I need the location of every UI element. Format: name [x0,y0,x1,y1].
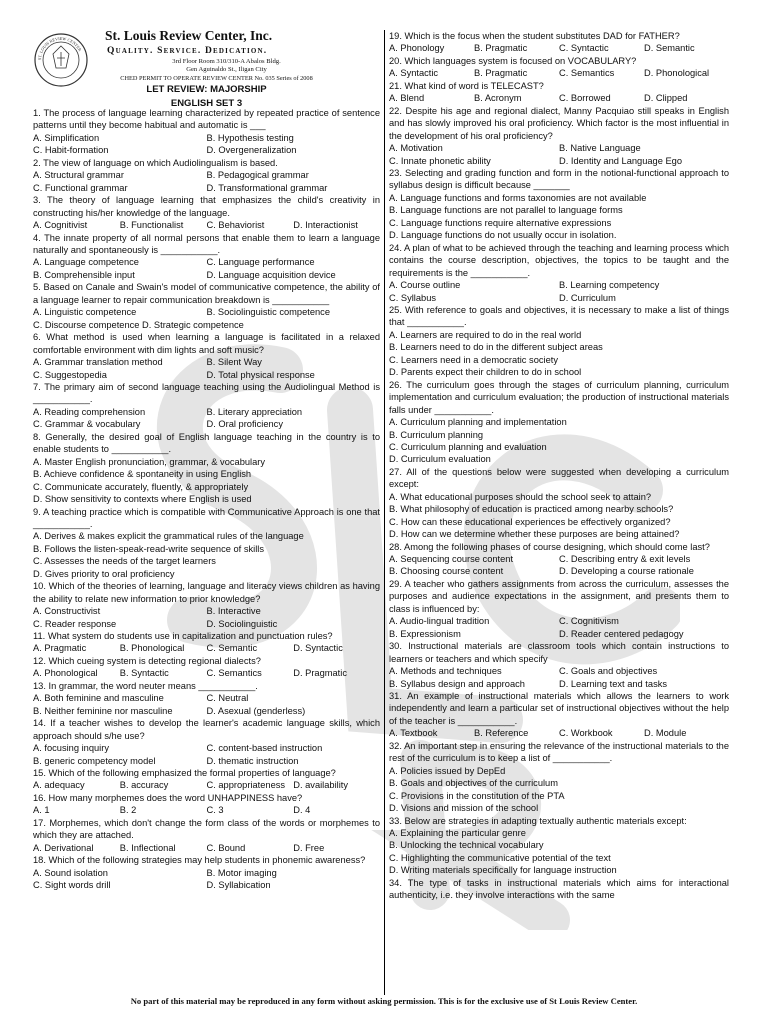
answer-choice: A. Sequencing course content [389,554,514,565]
question-line: B. Goals and objectives of the curriculum [389,778,558,789]
question-line: D. Curriculum evaluation [389,454,491,465]
answer-choice: A. Both feminine and masculine [33,693,164,704]
answer-choice: A. Textbook [389,728,438,739]
question-line: 29. A teacher who gathers assignments from across the curriculum, assesses the purposes and audience expectations in the assignment, and presents them to class is influenced by: [389,578,729,614]
question-line: A. Language functions and forms taxonomies are not available [389,192,647,203]
left-question-list [33,107,380,892]
answer-choice: B. 2 [119,805,137,816]
answer-choice: B. Syntactic [119,668,169,679]
answer-choice: C. Grammar & vocabulary [33,419,141,430]
answer-choice: B. Learning competency [559,280,660,291]
answer-choice: D. Curriculum [559,292,616,303]
question-line: C. Discourse competence D. Strategic competence [33,319,244,330]
choice-row [33,879,380,891]
answer-choice: B. Pragmatic [474,43,528,54]
question-line: 18. Which of the following strategies may help students in phonemic awareness? [33,855,366,866]
question-line: B. Unlocking the technical vocabulary [389,840,544,851]
question-line: 20. Which languages system is focused on VOCABULARY? [389,55,637,66]
answer-choice: A. Blend [389,93,425,104]
answer-choice: A. focusing inquiry [33,743,109,754]
answer-choice: D. Identity and Language Ego [559,155,683,166]
choice-row [33,269,380,281]
question-line: 7. The primary aim of second language teaching using the Audiolingual Method is ___________. [33,381,380,405]
answer-choice: A. Simplification [33,132,100,143]
choice-row [33,667,380,679]
question-line: 3. The theory of language learning that emphasizes the child's creativity in constructing his/her knowledge of the language. [33,195,380,218]
choice-row [389,628,729,640]
answer-choice: A. Audio-lingual tradition [389,616,490,627]
choice-row [33,418,380,430]
answer-choice: B. Neither feminine nor masculine [33,705,173,716]
question-line: 31. An example of instructional materials which allows the learners to work independently and learn a particular set of instructional objectives without the help of the teacher is ___________. [389,691,729,726]
question-line: C. How can these educational experiences be effectively organized? [389,516,671,527]
answer-choice: C. Semantics [206,668,262,679]
column-divider [384,30,385,995]
answer-choice: C. Neutral [206,693,249,704]
question-line: 13. In grammar, the word neuter means ___________. [33,680,258,691]
answer-choice: D. Clipped [644,93,688,104]
answer-choice: A. Motivation [389,143,443,154]
question-line: C. Language functions require alternative expressions [389,217,612,228]
question-line: 1. The process of language learning characterized by repeated practice of sentence patterns until they become habitual and automatic is ___ [33,108,380,131]
answer-choice: D. thematic instruction [206,755,299,766]
choice-row [33,692,380,704]
choice-row [389,292,729,304]
question-line: 25. With reference to goals and objectives, it is necessary to make a list of things that ___________. [389,304,729,328]
question-line: 9. A teaching practice which is compatible with Communicative Approach is one that ___________. [33,506,380,529]
answer-choice: B. Expressionism [389,628,461,639]
answer-choice: D. Overgeneralization [206,145,297,156]
answer-choice: C. Habit-formation [33,145,109,156]
choice-row [33,182,380,194]
choice-row [389,615,729,627]
question-line: B. Language functions are not parallel to language forms [389,205,623,216]
answer-choice: B. Pragmatic [474,68,528,79]
answer-choice: A. Syntactic [389,68,439,79]
answer-choice: D. Syntactic [293,643,343,654]
answer-choice: D. Interactionist [293,220,358,231]
question-line: B. Achieve confidence & spontaneity in using English [33,469,252,480]
answer-choice: A. Structural grammar [33,170,124,181]
choice-row [33,132,380,144]
answer-choice: C. Suggestopedia [33,369,107,380]
answer-choice: A. Cognitivist [33,220,88,231]
choice-row [33,256,380,268]
answer-choice: A. Methods and techniques [389,666,502,677]
answer-choice: D. Syllabication [206,880,271,891]
answer-choice: B. Phonological [119,643,185,654]
choice-row [33,169,380,181]
answer-choice: B. Choosing course content [389,566,504,577]
right-question-list [389,30,729,902]
question-line: A. Curriculum planning and implementation [389,417,567,428]
answer-choice: B. Native Language [559,143,641,154]
question-line: 8. Generally, the desired goal of English language teaching in the country is to enable students to ___________. [33,431,380,455]
question-line: C. Learners need in a democratic society [389,354,558,365]
answer-choice: D. Learning text and tasks [559,678,668,689]
answer-choice: C. content-based instruction [206,743,323,754]
question-line: 34. The type of tasks in instructional materials which aims for interactional authenticity, i.e. they involve interactions with the same [389,877,729,901]
answer-choice: D. Semantic [644,43,695,54]
question-line: 2. The view of language on which Audiolingualism is based. [33,157,278,168]
choice-row [33,642,380,654]
answer-choice: B. Acronym [474,93,522,104]
answer-choice: A. Derivational [33,842,94,853]
answer-choice: C. Semantics [559,68,615,79]
review-title: LET REVIEW: MAJORSHIP [146,84,267,95]
question-line: 12. Which cueing system is detecting regional dialects? [33,655,261,666]
left-column [33,30,380,892]
right-column [389,30,729,902]
question-line: 6. What method is used when learning a language is facilitated in a relaxed comfortable environment with dim lights and soft music? [33,332,380,355]
question-line: 15. Which of the following emphasized the formal properties of language? [33,768,336,779]
svg-text:ST. LOUIS REVIEW CENTER: ST. LOUIS REVIEW CENTER [36,35,83,61]
question-line: D. Language functions do not usually occur in isolation. [389,230,617,241]
question-line: C. Provisions in the constitution of the PTA [389,790,565,801]
answer-choice: B. Hypothesis testing [206,132,294,143]
question-line: D. How can we determine whether these purposes are being attained? [389,529,680,540]
answer-choice: B. generic competency model [33,755,156,766]
answer-choice: D. Transformational grammar [206,182,328,193]
answer-choice: C. Describing entry & exit levels [559,554,691,565]
answer-choice: D. Asexual (genderless) [206,705,306,716]
choice-row [33,219,380,231]
question-line: 21. What kind of word is TELECAST? [389,80,544,91]
choice-row [389,553,729,565]
address-line-1: 3rd Floor Room 310/310-A Abalos Bldg. [172,58,281,65]
question-line: A. What educational purposes should the school seek to attain? [389,491,652,502]
choice-row [389,92,729,104]
choice-row [33,605,380,617]
answer-choice: B. Silent Way [206,357,262,368]
answer-choice: B. Functionalist [119,220,184,231]
answer-choice: A. Pragmatic [33,643,87,654]
answer-choice: C. Behaviorist [206,220,265,231]
question-line: D. Writing materials specifically for language instruction [389,865,617,876]
answer-choice: B. Motor imaging [206,867,277,878]
choice-row [33,306,380,318]
question-line: D. Show sensitivity to contexts where English is used [33,494,252,505]
question-line: 19. Which is the focus when the student substitutes DAD for FATHER? [389,31,680,41]
copyright-footer: No part of this material may be reproduced in any form without asking permission. This is for the exclusive use of St Louis Review Center. [130,996,638,1006]
answer-choice: B. Inflectional [119,842,176,853]
question-line: B. Curriculum planning [389,429,484,440]
choice-row [33,406,380,418]
answer-choice: C. Language performance [206,257,315,268]
answer-choice: B. Syllabus design and approach [389,678,525,689]
question-line: 10. Which of the theories of learning, language and literacy views children as having the ability to relate new information to prior knowledge? [33,581,380,604]
organization-motto: Quality. Service. Dedication. [107,46,268,56]
answer-choice: A. Reading comprehension [33,406,146,417]
choice-row [33,369,380,381]
question-line: A. Learners are required to do in the real world [389,329,582,340]
choice-row [389,665,729,677]
answer-choice: B. Literary appreciation [206,406,303,417]
answer-choice: B. Sociolinguistic competence [206,307,331,318]
answer-choice: A. Phonology [389,43,445,54]
answer-choice: C. Workbook [559,728,613,739]
question-line: 14. If a teacher wishes to develop the learner's academic language skills, which approach should s/he use? [33,718,380,741]
question-line: A. Derives & makes explicit the grammatical rules of the language [33,531,304,542]
choice-row [389,678,729,690]
answer-choice: C. Goals and objectives [559,666,658,677]
answer-choice: B. Pedagogical grammar [206,170,309,181]
question-line: A. Policies issued by DepEd [389,765,506,776]
question-line: D. Visions and mission of the school [389,803,539,814]
choice-row [389,67,729,79]
answer-choice: C. Sight words drill [33,880,111,891]
answer-choice: D. Free [293,842,325,853]
question-line: D. Parents expect their children to do in school [389,367,582,378]
choice-row [33,804,380,816]
answer-choice: A. Linguistic competence [33,307,137,318]
answer-choice: C. Syllabus [389,292,437,303]
question-line: B. What philosophy of education is practiced among nearby schools? [389,504,674,515]
answer-choice: C. Bound [206,842,246,853]
answer-choice: D. Language acquisition device [206,269,336,280]
set-title: ENGLISH SET 3 [170,98,243,109]
answer-choice: B. accuracy [119,780,169,791]
answer-choice: D. Reader centered pedagogy [559,628,684,639]
question-line: 5. Based on Canale and Swain's model of communicative competence, the ability of a language learner to repair communication breakdown is ___________ [33,282,380,305]
question-line: A. Master English pronunciation, grammar, & vocabulary [33,456,266,467]
question-line: 28. Among the following phases of course designing, which should come last? [389,541,710,552]
answer-choice: A. Language competence [33,257,139,268]
choice-row [389,279,729,291]
question-line: 23. Selecting and grading function and form in the notional-functional approach to syllabus design is difficult because _______ [389,167,729,191]
answer-choice: D. Phonological [644,68,710,79]
answer-choice: C. Functional grammar [33,182,128,193]
question-line: 32. An important step in ensuring the relevance of the instructional materials to the rest of the curriculum is to keep a list of ___________. [389,740,729,764]
choice-row [33,618,380,630]
answer-choice: C. Syntactic [559,43,609,54]
question-line: C. Assesses the needs of the target learners [33,556,216,567]
choice-row [33,842,380,854]
question-line: C. Curriculum planning and evaluation [389,441,547,452]
answer-choice: C. Borrowed [559,93,611,104]
choice-row [33,356,380,368]
answer-choice: B. Comprehensible input [33,269,135,280]
choice-row [33,779,380,791]
question-line: 30. Instructional materials are classroom tools which contain instructions to learners or teachers and which specify [389,641,729,664]
answer-choice: D. 4 [293,805,311,816]
question-line: C. Communicate accurately, fluently, & appropriately [33,481,249,492]
document-header [33,30,380,107]
answer-choice: C. appropriateness [206,780,286,791]
question-line: 27. All of the questions below were suggested when developing a curriculum except: [389,466,729,490]
answer-choice: D. Module [644,728,687,739]
question-line: 4. The innate property of all normal persons that enable them to learn a language naturally and spontaneously is ___________. [33,232,380,255]
choice-row [389,155,729,167]
question-line: 11. What system do students use in capitalization and punctuation rules? [33,631,333,642]
choice-row [389,565,729,577]
ched-permit: CHED PERMIT TO OPERATE REVIEW CENTER No. 035 Series of 2008 [120,75,313,82]
question-line: 17. Morphemes, which don't change the form class of the words or morphemes to which they are attached. [33,817,380,841]
question-line: B. Learners need to do in the different subject areas [389,342,603,353]
question-line: 24. A plan of what to be achieved through the teaching and learning process which contains the course description, objectives, the topics to be taught and the requirements is the ___________. [389,242,729,278]
answer-choice: C. Cognitivism [559,616,619,627]
answer-choice: C. 3 [206,805,224,816]
address-line-2: Gen Aguinaldo St., Iligan City [186,66,267,73]
answer-choice: A. Grammar translation method [33,357,163,368]
choice-row [33,755,380,767]
answer-choice: A. Sound isolation [33,867,108,878]
choice-row [389,142,729,154]
choice-row [33,742,380,754]
question-line: D. Gives priority to oral proficiency [33,568,175,579]
answer-choice: A. 1 [33,805,50,816]
question-line: 22. Despite his age and regional dialect, Manny Pacquiao still speaks in English and has slowly improved his oral proficiency. Which factor is the most influential in the development of his oral proficiency? [389,105,729,141]
answer-choice: D. availability [293,780,349,791]
answer-choice: C. Semantic [206,643,258,654]
question-line: 33. Below are strategies in adapting textually authentic materials except: [389,815,687,826]
question-line: A. Explaining the particular genre [389,828,526,838]
question-line: 26. The curriculum goes through the stages of curriculum planning, curriculum implementation and curriculum evaluation; the production of instructional materials falls under ___________. [389,379,729,415]
choice-row [33,144,380,156]
choice-row [33,867,380,879]
choice-row [389,42,729,54]
answer-choice: D. Developing a course rationale [559,566,694,577]
answer-choice: C. Reader response [33,618,117,629]
answer-choice: C. Innate phonetic ability [389,155,491,166]
answer-choice: A. Phonological [33,668,98,679]
answer-choice: D. Sociolinguistic [206,618,278,629]
answer-choice: D. Pragmatic [293,668,347,679]
answer-choice: A. adequacy [33,780,85,791]
answer-choice: A. Constructivist [33,606,101,617]
question-line: C. Highlighting the communicative potential of the text [389,852,611,863]
organization-name: St. Louis Review Center, Inc. [105,28,273,43]
answer-choice: A. Course outline [389,280,461,291]
answer-choice: B. Interactive [206,606,261,617]
answer-choice: D. Total physical response [206,369,315,380]
question-line: B. Follows the listen-speak-read-write sequence of skills [33,543,264,554]
choice-row [389,727,729,739]
answer-choice: B. Reference [474,728,529,739]
question-line: 16. How many morphemes does the word UNHAPPINESS have? [33,792,303,803]
answer-choice: D. Oral proficiency [206,419,283,430]
choice-row [33,705,380,717]
